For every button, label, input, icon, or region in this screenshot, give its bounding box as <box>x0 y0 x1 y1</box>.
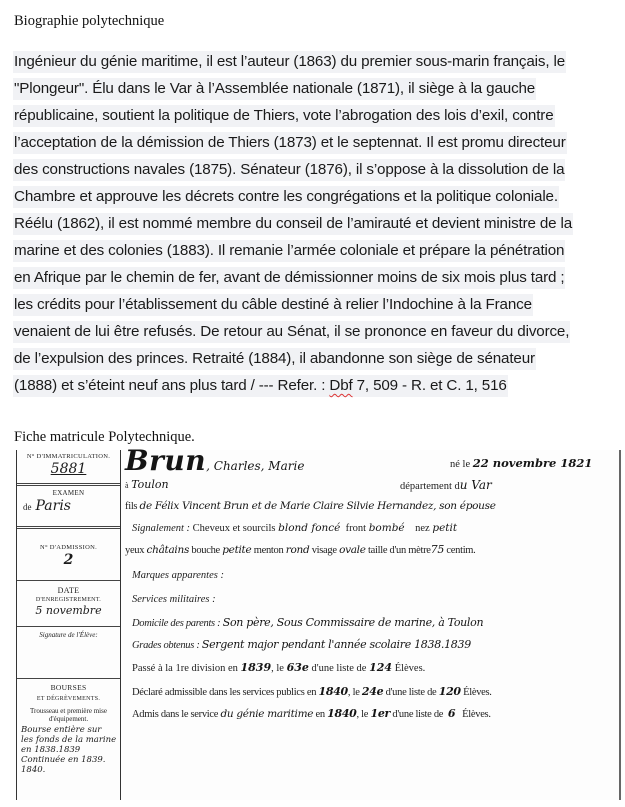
examen-value: Paris <box>35 498 71 514</box>
form-left-column <box>16 450 121 800</box>
signalement-line-2 <box>125 543 476 558</box>
matricule-scan <box>10 444 623 800</box>
bourses-value-line: Bourse entière sur <box>21 725 102 735</box>
domicile-label: Domicile des parents : <box>132 618 221 629</box>
parents-line <box>125 499 496 514</box>
grades-label: Grades obtenus : <box>132 640 200 651</box>
place-line <box>125 478 169 493</box>
front-label: front <box>345 523 367 534</box>
bio-line: venaient de lui être refusés. De retour au Sénat, il se prononce en faveur du divorce, <box>13 318 613 345</box>
admis-label: Admis dans le service <box>132 709 219 720</box>
bio-line: des constructions navales (1875). Sénateur (1876), il s’oppose à la dissolution de la <box>13 156 613 183</box>
domicile-line <box>132 616 483 631</box>
bouche-label: bouche <box>191 545 220 556</box>
passe-liste-label: d'une liste de <box>311 663 367 674</box>
taille-unit: centim. <box>446 545 476 556</box>
departement-label: département d <box>400 481 460 492</box>
departement-line <box>400 478 492 494</box>
passe-total: 124 <box>369 661 393 674</box>
declare-eleves: Élèves. <box>463 687 492 698</box>
declare-rank: 24e <box>361 685 384 698</box>
enregistrement-label: D'ENREGISTREMENT. <box>35 597 102 603</box>
born-label: né le <box>450 459 471 470</box>
declare-liste-label: d'une liste de <box>385 687 437 698</box>
examen-box <box>17 489 120 516</box>
grades-line <box>132 638 471 653</box>
taille-label: taille d'un mètre <box>367 545 431 556</box>
student-first-names: , Charles, Marie <box>206 459 305 473</box>
admis-rank: 1er <box>370 707 391 720</box>
yeux-value: châtains <box>146 544 190 556</box>
admis-liste-label: d'une liste de <box>392 709 444 720</box>
bio-line: Réélu (1862), il est nommé membre du conseil de l’amirauté et devient ministre de la <box>13 210 613 237</box>
admis-line <box>132 707 491 722</box>
declare-line <box>132 685 492 700</box>
nez-value: petit <box>432 522 458 534</box>
bio-line: les crédits pour l’établissement du câble destiné à relier l’Indochine à la France <box>13 291 613 318</box>
bourses-label: BOURSES <box>50 683 87 692</box>
admission-label: N° D'ADMISSION. <box>39 544 98 551</box>
marques-label: Marques apparentes : <box>132 570 224 581</box>
yeux-label: yeux <box>125 545 145 556</box>
bourses-value-line: les fonds de la marine <box>21 735 117 745</box>
signalement-line-1 <box>132 521 457 536</box>
admission-box <box>17 544 120 569</box>
admis-total: 6 <box>447 707 456 720</box>
divider <box>17 678 120 679</box>
reference-text: (1888) et s’éteint neuf ans plus tard / --- Refer. : <box>14 377 330 394</box>
passe-label: Passé à la 1re division en <box>132 663 238 674</box>
bouche-value: petite <box>222 544 252 556</box>
declare-le: , le <box>347 687 360 698</box>
taille-value: 75 <box>430 543 445 556</box>
declare-label: Déclaré admissible dans les services publics en <box>132 687 317 698</box>
examen-prefix: de <box>23 502 32 512</box>
menton-value: rond <box>285 544 310 556</box>
bio-line: Ingénieur du génie maritime, il est l’auteur (1863) du premier sous-marin français, le <box>13 48 613 75</box>
admis-en: en <box>315 709 325 720</box>
bourses-value-line: 1840. <box>21 765 46 775</box>
fils-label: fils <box>125 501 138 512</box>
bourses-value-line: Continuée en 1839. <box>21 755 106 765</box>
bio-line: républicaine, soutient la politique de Thiers, vote l’abrogation des lois d’exil, contre <box>13 102 613 129</box>
fils-value: de Félix Vincent Brun et de Marie Claire Silvie Hernandez, son épouse <box>139 500 496 512</box>
signature-box <box>17 631 120 640</box>
immatriculation-box <box>17 453 120 478</box>
visage-value: ovale <box>339 544 366 556</box>
divider <box>17 483 120 486</box>
date-label: DATE <box>57 586 80 595</box>
departement-value: u Var <box>459 478 492 492</box>
signalement-label: Signalement : <box>132 523 191 534</box>
declare-total: 120 <box>438 685 461 698</box>
bourses-value-line: en 1838.1839 <box>21 745 81 755</box>
immatriculation-value: 5881 <box>50 461 87 477</box>
nez-label: nez <box>415 523 430 534</box>
signature-label: Signature de l'Élève: <box>39 631 98 639</box>
bourses-box <box>17 683 120 775</box>
menton-label: menton <box>253 545 284 556</box>
divider <box>17 526 120 529</box>
cheveux-label: Cheveux et sourcils <box>192 523 276 534</box>
bio-line: l’acceptation de la démission de Thiers (1873) et le septennat. Il est promu directeur <box>13 129 613 156</box>
cheveux-value: blond foncé <box>278 522 341 534</box>
bio-line: de l’expulsion des princes. Retraité (1884), il abandonne son siège de sénateur <box>13 345 613 372</box>
trousseau-label: Trousseau et première mise d'équipement. <box>30 707 107 723</box>
spellcheck-flagged-word[interactable]: Dbf <box>329 377 353 394</box>
birth-line <box>450 456 592 472</box>
passe-line <box>132 661 425 676</box>
biography-heading: Biographie polytechnique <box>14 13 165 29</box>
born-value: 22 novembre 1821 <box>472 456 593 470</box>
passe-year: 1839 <box>240 661 272 674</box>
enregistrement-value: 5 novembre <box>35 604 102 617</box>
place-prefix: à <box>125 481 129 490</box>
divider <box>17 580 120 581</box>
passe-rank: 63e <box>286 661 309 674</box>
services-label: Services militaires : <box>132 594 216 605</box>
form-right-border <box>619 450 621 800</box>
admis-le: , le <box>356 709 369 720</box>
immatriculation-label: N° D'IMMATRICULATION. <box>26 453 111 460</box>
domicile-value: Son père, Sous Commissaire de marine, à Toulon <box>222 616 484 629</box>
declare-year: 1840 <box>318 685 348 698</box>
bio-line: Chambre et approuve les décrets contre les congrégations et la politique coloniale. <box>13 183 613 210</box>
passe-eleves: Élèves. <box>394 663 426 674</box>
admission-value: 2 <box>63 552 74 568</box>
admis-year: 1840 <box>327 707 357 720</box>
visage-label: visage <box>311 545 337 556</box>
admis-eleves: Élèves. <box>462 709 491 720</box>
bio-line-reference <box>13 372 613 399</box>
grades-value: Sergent major pendant l'année scolaire 1838.1839 <box>201 638 471 651</box>
admis-service: du génie maritime <box>220 708 314 720</box>
examen-label: EXAMEN <box>52 489 85 497</box>
place-value: Toulon <box>131 478 169 491</box>
divider <box>17 626 120 627</box>
front-value: bombé <box>368 522 405 534</box>
bio-line: en Afrique par le chemin de fer, avant de démissionner moins de six mois plus tard ; <box>13 264 613 291</box>
biography-paragraph <box>13 48 613 399</box>
reference-text-end: 7, 509 - R. et C. 1, 516 <box>352 377 507 394</box>
matricule-heading: Fiche matricule Polytechnique. <box>14 429 195 445</box>
enregistrement-box <box>17 586 120 618</box>
passe-le: , le <box>271 663 284 674</box>
bio-line: marine et des colonies (1883). Il remanie l’armée coloniale et prépare la pénétration <box>13 237 613 264</box>
degrevements-label: ET DÉGRÈVEMENTS. <box>36 696 101 702</box>
student-surname: Brun <box>125 444 207 477</box>
bio-line: "Plongeur". Élu dans le Var à l’Assemblée nationale (1871), il siège à la gauche <box>13 75 613 102</box>
